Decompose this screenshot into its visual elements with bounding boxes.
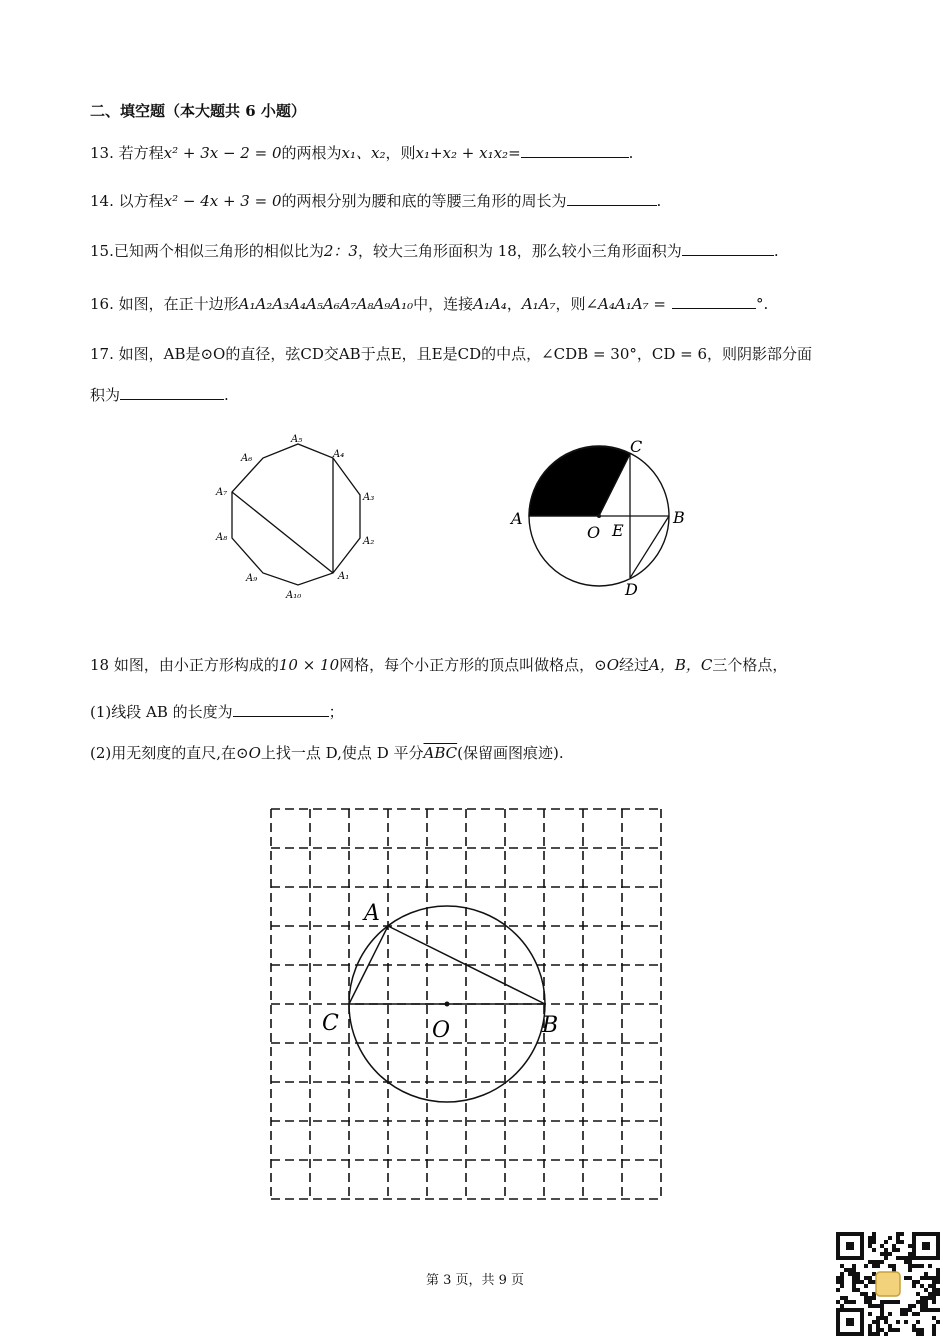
label-a3: A₃ — [363, 492, 375, 503]
q16-degree: °. — [756, 295, 769, 313]
q13-expression: x₁+x₂ + x₁x₂ — [415, 144, 509, 162]
answer-blank[interactable] — [682, 241, 774, 256]
q15-end: . — [773, 242, 779, 260]
q18-part2-text: 上找一点 D,使点 D 平分 — [260, 744, 424, 762]
label-o: O — [432, 1018, 451, 1043]
answer-blank[interactable] — [567, 191, 657, 206]
center-point — [445, 1002, 450, 1007]
question-13 — [90, 142, 633, 163]
segment-ac — [349, 926, 388, 1004]
qr-code-icon — [836, 1232, 940, 1336]
q16-polygon: A₁A₂A₃A₄A₅A₆A₇A₈A₉A₁₀ — [238, 295, 414, 313]
label-a2: A₂ — [363, 536, 375, 547]
label-a7: A₇ — [216, 487, 228, 498]
q14-equation: x² − 4x + 3 = 0 — [163, 192, 282, 210]
question-18 — [90, 654, 787, 675]
answer-blank[interactable] — [521, 143, 629, 158]
q14-end: . — [656, 192, 662, 210]
q18-part1-end: ； — [328, 703, 344, 721]
label-b: B — [673, 508, 685, 527]
label-a5: A₅ — [291, 434, 303, 445]
answer-blank[interactable] — [672, 294, 756, 309]
q18-arc: $\overline{ABC}$ — [423, 744, 458, 762]
q16-sep: ， — [506, 295, 522, 313]
answer-blank[interactable] — [233, 702, 329, 717]
q18-text: 经过 — [619, 656, 650, 674]
q13-equation: x² + 3x − 2 = 0 — [163, 144, 282, 162]
q18-part2-text: (2)用无刻度的直尺,在 — [90, 744, 237, 762]
q15-text: 15.已知两个相似三角形的相似比为 — [90, 242, 324, 260]
q18-text: 18 如图，由小正方形构成的 — [90, 656, 279, 674]
label-c: C — [322, 1011, 339, 1036]
label-c: C — [630, 437, 643, 456]
section-title: 二、填空题（本大题共 6 小题） — [90, 102, 306, 120]
segment-a1a7 — [232, 492, 333, 573]
q16-text: 中，连接 — [413, 295, 474, 313]
q18-part1-text: (1)线段 AB 的长度为 — [90, 703, 233, 721]
q13-text: 的两根为 — [281, 144, 342, 162]
q18-circle: ⊙O — [594, 656, 620, 674]
question-15 — [90, 240, 779, 261]
q13-roots: x₁、x₂ — [341, 144, 386, 162]
q16-segment: A₁A₄ — [473, 295, 507, 313]
label-a4: A₄ — [333, 449, 345, 460]
label-b: B — [542, 1013, 559, 1038]
q18-points: A，B，C — [649, 656, 713, 674]
q18-text: 网格，每个小正方形的顶点叫做格点， — [339, 656, 595, 674]
question-17-line2 — [90, 384, 229, 405]
q15-ratio: 2：3 — [323, 242, 358, 260]
center-point — [597, 514, 601, 518]
page-footer: 第 3 页，共 9 页 — [425, 1273, 525, 1288]
label-d: D — [625, 580, 638, 599]
decagon-outline — [232, 444, 360, 585]
q13-text: = — [508, 144, 521, 162]
label-a: A — [364, 901, 380, 926]
label-a1: A₁ — [338, 571, 350, 582]
answer-blank[interactable] — [120, 385, 224, 400]
q16-segment: A₁A₇ — [521, 295, 556, 313]
grid-figure — [262, 800, 672, 1210]
q18-part2-circle: ⊙O — [236, 744, 261, 762]
label-a10: A₁₀ — [286, 590, 302, 601]
q16-text: ，则 — [555, 295, 586, 313]
label-o: O — [587, 523, 601, 542]
q17-end: . — [224, 386, 229, 404]
label-a9: A₉ — [246, 573, 258, 584]
q14-text: 14. 以方程 — [90, 192, 164, 210]
label-a: A — [511, 509, 523, 528]
q17-text: 积为 — [90, 386, 121, 404]
q18-grid-size: 10 × 10 — [278, 656, 340, 674]
q15-text: ，较大三角形面积为 18，那么较小三角形面积为 — [357, 242, 682, 260]
question-18-part1 — [90, 701, 344, 722]
segment-db — [630, 516, 669, 578]
q16-text: 16. 如图，在正十边形 — [90, 295, 239, 313]
question-18-part2 — [90, 742, 564, 763]
question-14 — [90, 190, 661, 211]
question-16 — [90, 293, 768, 314]
label-a6: A₆ — [241, 453, 253, 464]
question-17-line1: 17. 如图，AB是⊙O的直径，弦CD交AB于点E，且E是CD的中点，∠CDB = 30°，CD = 6，则阴影部分面 — [90, 345, 813, 363]
label-a8: A₈ — [216, 532, 228, 543]
label-e: E — [612, 521, 624, 540]
q14-text: 的两根分别为腰和底的等腰三角形的周长为 — [281, 192, 567, 210]
shaded-sector — [529, 447, 630, 516]
q16-angle: ∠A₄A₁A₇ = — [585, 295, 667, 313]
q18-part2-text: (保留画图痕迹). — [457, 744, 564, 762]
q13-end: . — [628, 144, 634, 162]
q18-text: 三个格点， — [712, 656, 788, 674]
q13-text: ，则 — [385, 144, 416, 162]
decagon-figure — [205, 430, 385, 605]
circle-figure — [505, 432, 695, 602]
q13-text: 13. 若方程 — [90, 144, 164, 162]
